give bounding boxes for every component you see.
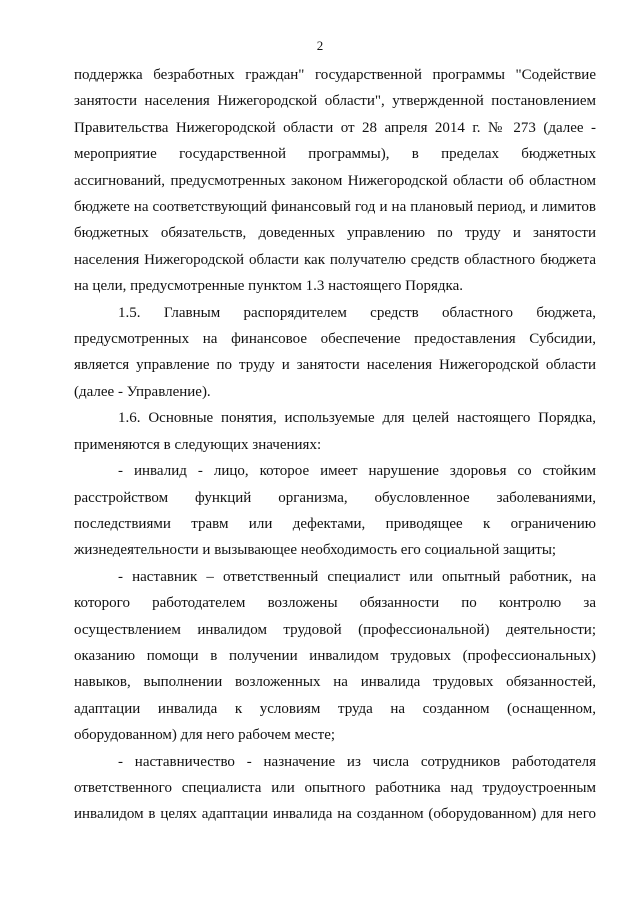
document-body [74,62,596,828]
definition-invalid: - инвалид - лицо, которое имеет нарушение здоровья со стойким расстройством функций организма, обусловленное заболеваниями, последствиями травм или дефектами, приводящее к ограничению жизнедеятельности и вызывающее необходимость его социальной защиты; [74,463,596,559]
definition-mentor: - наставник – ответственный специалист или опытный работник, на которого работодателем возложены обязанности по контролю за осуществлением инвалидом трудовой (профессиональной) деятельности; оказанию помощи в получении инвалидом трудовых (профессиональных) навыков, выполнении возложенных на инвалида трудовых обязанностей, адаптации инвалида к условиям труда на созданном (оснащенном, оборудованном) для него рабочем месте; [74,568,596,744]
paragraph-1-6-definitions-intro: 1.6. Основные понятия, используемые для целей настоящего Порядка, применяются в следующих значениях: [74,410,596,453]
page-number: 2 [316,38,324,53]
paragraph-subsidy-purpose: поддержка безработных граждан" государственной программы "Содействие занятости населения Нижегородской области", утвержденной постановлением Правительства Нижегородской области от 28 апреля 2014 г. № 273 (далее - мероприятие государственной программы), в пределах бюджетных ассигнований, предусмотренных законом Нижегородской области об областном бюджете на соответствующий финансовый год и на плановый период, и лимитов бюджетных обязательств, доведенных управлению по труду и занятости населения Нижегородской области как получателю средств областного бюджета на цели, предусмотренные пунктом 1.3 настоящего Порядка. [74,67,596,295]
definition-mentoring: - наставничество - назначение из числа сотрудников работодателя ответственного специалиста или опытного работника над трудоустроенным инвалидом в целях адаптации инвалида на созданном (оборудованном) для него [74,753,596,823]
paragraph-1-5-main-administrator: 1.5. Главным распорядителем средств областного бюджета, предусмотренных на финансовое обеспечение предоставления Субсидии, является управление по труду и занятости населения Нижегородской области (далее - Управление). [74,304,596,400]
